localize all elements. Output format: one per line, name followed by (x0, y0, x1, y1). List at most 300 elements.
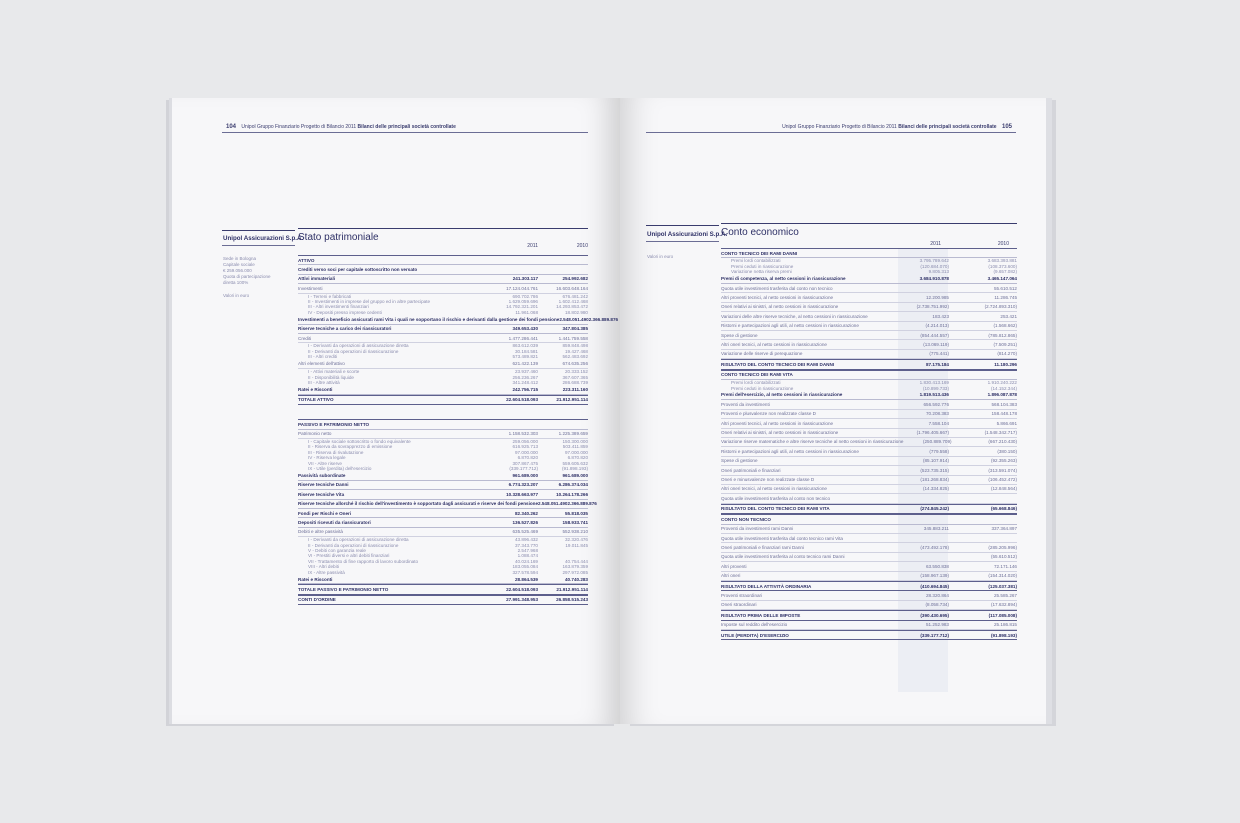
group-name: Unipol Gruppo Finanziario (241, 124, 300, 130)
value-2010: (9.657.082) (993, 269, 1017, 275)
row-label: III - Riserva di rivalutazione (308, 449, 364, 455)
value-2011: 6.870.820 (517, 455, 538, 461)
row-label: VII - Altre riserve (308, 460, 342, 466)
right-page (620, 98, 1046, 724)
value-2010: 97.000.000 (565, 449, 588, 455)
value-2010: (814.270) (997, 351, 1017, 357)
value-2011: 87.175.184 (926, 361, 949, 367)
row-label: Ristorni e partecipazioni agli utili, al netto cessioni in riassicurazione (721, 323, 859, 329)
value-2011: 345.883.211 (923, 526, 949, 532)
value-2010: 150.300.000 (562, 438, 588, 444)
value-2011: (410.694.845) (920, 583, 949, 589)
value-2011: (13.069.119) (923, 341, 949, 347)
value-2011: 341.248.412 (512, 379, 538, 385)
company-name: Unipol Assicurazioni S.p.A. (647, 231, 728, 238)
row-label: Variazione delle riserve di perequazione (721, 351, 803, 357)
table-row (721, 447, 1017, 456)
table-row (298, 380, 588, 385)
row-label: Oneri patrimoniali e finanziari (721, 467, 781, 473)
row-label: Spese di gestione (721, 458, 758, 464)
row-label: Oneri e minusvalenze non realizzate classe D (721, 477, 815, 483)
row-label: Imposte sul reddito dell'esercizio (721, 622, 788, 628)
table-row (298, 430, 588, 439)
left-page-header (222, 124, 456, 130)
left-page (172, 98, 620, 724)
row-label: Altri proventi tecnici, al netto cessioni in riassicurazione (721, 294, 834, 300)
table-row (298, 570, 588, 575)
table-row (298, 275, 588, 284)
value-2011: 2.548.051.490 (559, 316, 589, 322)
table-row (721, 391, 1017, 400)
value-2011: (775.441) (929, 351, 949, 357)
row-label: Variazione riserve matematiche e altre riserve tecniche al netto cessioni in riassicurazione (721, 439, 904, 445)
row-label: Quota utile investimenti trasferita dal conto non tecnico (721, 285, 833, 291)
table-row (298, 265, 588, 274)
value-2011: 1.830.413.169 (919, 380, 949, 386)
value-2010: 1.910.240.222 (987, 380, 1017, 386)
value-2011: (779.558) (929, 448, 949, 454)
value-2011: 635.525.469 (512, 529, 538, 535)
section-name: Bilanci delle principali società controllate (357, 124, 456, 130)
table-row (721, 350, 1017, 359)
value-2010: 40.740.283 (565, 576, 588, 582)
table-row (721, 293, 1017, 302)
row-label: UTILE (PERDITA) D'ESERCIZIO (721, 632, 789, 638)
value-2011: 30.184.581 (515, 348, 538, 354)
value-2010: 1.225.389.659 (558, 431, 588, 437)
row-label: Ristorni e partecipazioni agli utili, al netto cessioni in riassicurazione (721, 448, 859, 454)
row-label: Proventi da investimenti (721, 401, 770, 407)
value-2010: 40.754.444 (565, 558, 588, 564)
row-label: Quota utile investimenti trasferita al conto non tecnico (721, 495, 831, 501)
value-2010: 859.848.498 (562, 343, 588, 349)
row-label: Premi di competenza, al netto cessioni in riassicurazione (721, 276, 846, 282)
value-2011: 27.991.348.953 (506, 597, 538, 603)
value-2010: 25.585.267 (994, 592, 1017, 598)
table-row (298, 395, 588, 405)
value-2010: 6.870.820 (567, 455, 588, 461)
title-rule (298, 228, 588, 229)
row-label: Oneri patrimoniali e finanziari rami Danni (721, 544, 804, 550)
table-row (298, 509, 588, 518)
row-label: III - Altri investimenti finanziari (308, 304, 369, 310)
value-2010: (92.355.263) (990, 458, 1017, 464)
value-2011: 656.592.776 (923, 401, 949, 407)
row-label: II - Disponibilità liquide (308, 374, 354, 380)
table-row (721, 476, 1017, 485)
col-2011: 2011 (527, 243, 538, 249)
income-statement-table (721, 248, 1017, 640)
table-row (721, 275, 1017, 284)
value-2010: 158.933.741 (562, 519, 588, 525)
project-name: Progetto di Bilancio 2011 (300, 124, 357, 130)
value-2010: 19.011.845 (565, 542, 588, 548)
row-label: Proventi e plusvalenze non realizzate classe D (721, 411, 816, 417)
table-row (721, 504, 1017, 514)
value-2011: 961.689.000 (512, 472, 538, 478)
value-2011: 40.024.169 (515, 558, 538, 564)
row-label: RISULTATO DEL CONTO TECNICO DEI RAMI VITA (721, 506, 830, 512)
value-2010: 286.688.739 (562, 379, 588, 385)
table-row (298, 466, 588, 471)
project-name: Progetto di Bilancio 2011 (841, 124, 897, 130)
value-2010: 367.607.365 (562, 374, 588, 380)
row-label: IV - Riserva legale (308, 455, 346, 461)
table-row (721, 601, 1017, 610)
value-2011: (158.967.139) (920, 573, 949, 579)
table-row (721, 543, 1017, 552)
value-2011: (4.214.013) (925, 323, 949, 329)
value-2010: 674.635.256 (562, 361, 588, 367)
row-label: Crediti verso soci per capitale sottoscritto non versato (298, 266, 418, 272)
row-label: I - Derivanti da operazioni di assicurazione diretta (308, 537, 409, 543)
value-2011: 573.489.821 (512, 354, 538, 360)
value-2011: (390.430.695) (920, 612, 949, 618)
value-2011: 2.548.051.490 (538, 501, 568, 507)
value-2010: 3.465.147.064 (987, 276, 1017, 282)
row-label: Altri proventi (721, 563, 747, 569)
row-label: ATTIVO (298, 257, 315, 263)
table-row (298, 500, 597, 509)
value-2010: 254.992.682 (562, 276, 588, 282)
table-row (721, 359, 1017, 369)
value-2011: 2.547.968 (517, 548, 538, 554)
table-row (721, 485, 1017, 494)
row-label: Premi lordi contabilizzati (731, 258, 781, 264)
value-2011: 23.937.460 (515, 369, 538, 375)
units-note: Valori in euro (647, 254, 674, 259)
value-2010: 503.411.859 (562, 444, 588, 450)
value-2010: 72.171.146 (994, 563, 1017, 569)
row-label: TOTALE PASSIVO E PATRIMONIO NETTO (298, 586, 389, 592)
table-row (721, 340, 1017, 349)
value-2010: 961.689.000 (562, 472, 588, 478)
value-2010: 347.804.385 (562, 326, 588, 332)
value-2010: (785.812.865) (988, 332, 1017, 338)
row-label: Attivi immateriali (298, 276, 336, 282)
table-row (298, 518, 588, 527)
company-rule (646, 225, 719, 226)
table-row (298, 360, 588, 369)
value-2011: 82.340.262 (515, 510, 538, 516)
value-2010: 676.481.242 (562, 293, 588, 299)
value-2010: (12.848.564) (990, 486, 1017, 492)
table-row (721, 269, 1017, 274)
table-row (298, 490, 588, 499)
table-row (721, 581, 1017, 591)
table-row (721, 386, 1017, 391)
value-2011: 12.200.985 (926, 294, 949, 300)
table-row (721, 331, 1017, 340)
balance-sheet-table (298, 255, 619, 605)
row-label: Riserve tecniche a carico dei riassicuratori (298, 326, 392, 332)
row-label: Fondi per Rischi e Oneri (298, 510, 352, 516)
company-rule (222, 230, 295, 231)
table-row (721, 466, 1017, 475)
value-2011: 1.819.513.436 (919, 392, 949, 398)
row-label: Riserve tecniche Danni (298, 482, 349, 488)
page-number: 105 (1001, 124, 1012, 130)
title-rule (721, 223, 1017, 224)
row-label: I - Capitale sociale sottoscritto o fondo equivalente (308, 438, 411, 444)
value-2010: (667.210.430) (988, 439, 1017, 445)
right-page-header (782, 124, 1016, 130)
value-2010: 21.912.951.114 (556, 586, 588, 592)
table-row (721, 370, 1017, 380)
table-row (298, 255, 588, 265)
section-name: Bilanci delle principali società controllate (898, 124, 997, 130)
table-row (721, 284, 1017, 293)
table-row (721, 312, 1017, 321)
value-2010: 16.603.648.164 (556, 285, 588, 291)
table-row (721, 591, 1017, 600)
row-label: Proventi straordinari (721, 592, 763, 598)
value-2011: (120.684.070) (920, 263, 949, 269)
row-label: Riserve tecniche Vita (298, 491, 345, 497)
value-2011: 1.629.059.696 (508, 299, 538, 305)
value-2011: 307.867.475 (512, 460, 538, 466)
table-row (298, 385, 588, 394)
row-label: I - Derivanti da operazioni di assicurazione diretta (308, 343, 409, 349)
value-2011: 22.604.518.093 (506, 397, 538, 403)
value-2011: 183.423 (932, 313, 949, 319)
table-row (298, 584, 588, 594)
value-2010: 1.896.087.878 (987, 392, 1017, 398)
table-row (721, 457, 1017, 466)
value-2011: 3.684.910.878 (919, 276, 949, 282)
row-label: VII - Trattamento di fine rapporto di lavoro subordinato (308, 558, 419, 564)
row-label: IX - Utile (perdita) dell'esercizio (308, 465, 372, 471)
table-row (721, 322, 1017, 331)
value-2011: 17.124.044.761 (506, 285, 538, 291)
value-2011: 3.795.789.642 (919, 258, 949, 264)
value-2011: 22.604.518.093 (506, 586, 538, 592)
table-row (721, 494, 1017, 503)
col-2010: 2010 (997, 241, 1009, 247)
value-2011: (473.492.178) (920, 544, 949, 550)
company-name: Unipol Assicurazioni S.p.A. (223, 235, 304, 242)
value-2010: 6.286.374.034 (558, 482, 588, 488)
row-label: CONTO TECNICO DEI RAMI DANNI (721, 250, 798, 256)
table-row (721, 562, 1017, 571)
row-label: Investimenti a beneficio assicurati rami Vita i quali ne sopportano il rischio e derivanti dalla gestione dei fondi pensione (298, 316, 560, 322)
value-2010: 21.912.951.114 (556, 397, 588, 403)
row-label: II - Derivanti da operazioni di riassicurazione (308, 348, 399, 354)
table-row (298, 528, 588, 537)
group-name: Unipol Gruppo Finanziario (782, 124, 841, 130)
company-info: Sede in Bologna Capitale sociale € 259.056.000 Quota di partecipazione diretta 100% (223, 256, 271, 285)
value-2011: (250.889.709) (922, 439, 952, 445)
value-2010: 337.364.897 (991, 526, 1017, 532)
row-label: RISULTATO DELLA ATTIVITÀ ORDINARIA (721, 583, 812, 589)
row-label: Crediti (298, 335, 312, 341)
value-2011: 1.158.532.303 (508, 431, 538, 437)
value-2010: (117.085.008) (988, 612, 1017, 618)
page-number: 104 (226, 124, 237, 130)
value-2010: (65.668.846) (990, 506, 1017, 512)
value-2011: 1.088.474 (517, 553, 538, 559)
value-2010: 5.866.691 (996, 420, 1017, 426)
value-2010: 3.683.393.881 (987, 258, 1017, 264)
value-2010: 2.366.889.876 (588, 316, 619, 322)
row-label: Depositi ricevuti da riassicuratori (298, 519, 371, 525)
table-row (298, 471, 588, 480)
table-row (721, 303, 1017, 312)
value-2011: (339.177.712) (509, 465, 538, 471)
value-2010: (380.150) (997, 448, 1017, 454)
value-2011: (181.268.834) (920, 477, 949, 483)
value-2010: 25.186.815 (994, 622, 1017, 628)
units-note: Valori in euro (223, 293, 250, 298)
value-2011: 349.653.430 (512, 326, 538, 332)
row-label: Spese di gestione (721, 332, 758, 338)
value-2010: 32.320.476 (565, 537, 588, 543)
value-2010: 1.602.412.468 (558, 299, 588, 305)
table-row (721, 630, 1017, 640)
row-label: Altri oneri (721, 573, 741, 579)
row-label: I - Terreni e fabbricati (308, 293, 352, 299)
row-label: Oneri relativi ai sinistri, al netto cessioni in riassicurazione (721, 304, 839, 310)
value-2010: (1.568.662) (993, 323, 1017, 329)
row-label: III - Altre attività (308, 379, 340, 385)
value-2010: 568.104.383 (991, 401, 1017, 407)
value-2010: 223.311.160 (562, 386, 588, 392)
row-label: II - Investimenti in imprese del gruppo ed in altre partecipate (308, 299, 431, 305)
value-2011: 616.925.713 (512, 444, 538, 450)
row-label: III - Altri crediti (308, 354, 338, 360)
table-row (298, 315, 619, 324)
value-2010: 55.818.035 (565, 510, 588, 516)
row-label: Ratei e Risconti (298, 576, 333, 582)
value-2010: 559.605.632 (562, 460, 588, 466)
value-2010: 297.972.085 (562, 569, 588, 575)
table-spacer (298, 405, 588, 419)
value-2011: (339.177.712) (920, 632, 949, 638)
row-label: Quota utile investimenti trasferita dal conto tecnico rami Vita (721, 535, 843, 541)
value-2011: 28.864.539 (515, 576, 538, 582)
value-2011: (2.738.751.992) (916, 304, 949, 310)
table-row (721, 514, 1017, 524)
table-row (298, 575, 588, 584)
row-label: Oneri relativi ai sinistri, al netto cessioni in riassicurazione (721, 430, 839, 436)
value-2011: 6.774.323.207 (508, 482, 538, 488)
value-2011: 70.208.383 (926, 411, 949, 417)
row-label: CONTO NON TECNICO (721, 516, 771, 522)
value-2010: (125.037.381) (988, 583, 1017, 589)
row-label: IV - Depositi presso imprese cedenti (308, 309, 382, 315)
row-label: Debiti e altre passività (298, 529, 343, 535)
table-row (298, 310, 588, 315)
value-2010: (285.205.996) (988, 544, 1017, 550)
row-label: Premi lordi contabilizzati (731, 380, 781, 386)
value-2010: (154.314.020) (988, 573, 1017, 579)
value-2011: 621.422.139 (512, 361, 538, 367)
value-2011: 14.792.321.201 (506, 304, 538, 310)
value-2011: 11.961.068 (515, 309, 538, 315)
row-label: RISULTATO PRIMA DELLE IMPOSTE (721, 612, 801, 618)
row-label: Investimenti (298, 285, 323, 291)
row-label: Altri proventi tecnici, al netto cessioni in riassicurazione (721, 420, 834, 426)
value-2010: 11.286.745 (994, 294, 1017, 300)
value-2011: 327.578.594 (512, 569, 538, 575)
row-label: Proventi da investimenti rami Danni (721, 526, 794, 532)
row-label: II - Riserva da sovrapprezzo di emissione (308, 444, 393, 450)
company-underline (646, 241, 719, 242)
col-2010: 2010 (576, 243, 588, 249)
value-2010: 552.938.210 (562, 529, 588, 535)
value-2011: 28.320.864 (926, 592, 949, 598)
value-2010: 562.483.692 (562, 354, 588, 360)
row-label: Variazioni delle altre riserve tecniche, al netto cessioni in riassicurazione (721, 313, 868, 319)
table-row (721, 572, 1017, 581)
value-2011: 51.252.983 (926, 622, 949, 628)
value-2011: 242.756.715 (512, 386, 538, 392)
header-rule (646, 132, 1016, 133)
value-2010: 20.333.152 (565, 369, 588, 375)
row-label: TOTALE ATTIVO (298, 397, 334, 403)
table-row (721, 525, 1017, 534)
row-label: Oneri straordinari (721, 602, 757, 608)
value-2010: 10.264.178.266 (556, 491, 588, 497)
value-2011: (274.845.242) (920, 506, 949, 512)
value-2011: 10.328.663.977 (506, 491, 538, 497)
value-2011: (10.899.733) (922, 385, 949, 391)
statement-title: Stato patrimoniale (298, 232, 379, 243)
row-label: Passività subordinate (298, 472, 346, 478)
value-2011: (85.107.914) (922, 458, 949, 464)
table-row (721, 610, 1017, 620)
open-book (172, 98, 1060, 730)
row-label: I - Attivi materiali e scorte (308, 369, 360, 375)
row-label: Quota utile investimenti trasferita al conto tecnico rami Danni (721, 554, 845, 560)
table-row (721, 429, 1017, 438)
table-row (721, 534, 1017, 543)
value-2010: (108.373.600) (988, 263, 1017, 269)
row-label: Variazione netta riserva premi (731, 269, 792, 275)
value-2010: (91.898.193) (561, 465, 588, 471)
company-underline (222, 245, 295, 246)
value-2010: 14.293.853.472 (556, 304, 588, 310)
col-2011: 2011 (930, 241, 941, 247)
row-label: Altri oneri tecnici, al netto cessioni in riassicurazione (721, 341, 827, 347)
value-2010: (7.509.251) (993, 341, 1017, 347)
row-label: IX - Altre passività (308, 569, 345, 575)
row-label: PASSIVO E PATRIMONIO NETTO (298, 421, 370, 427)
value-2011: (8.058.734) (925, 602, 949, 608)
row-label: CONTI D'ORDINE (298, 597, 336, 603)
row-label: Premi ceduti in riassicurazione (731, 385, 794, 391)
value-2010: 158.448.178 (991, 411, 1017, 417)
table-row (721, 248, 1017, 258)
table-row (298, 481, 588, 490)
value-2011: 37.343.770 (515, 542, 538, 548)
table-row (721, 621, 1017, 630)
table-row (298, 354, 588, 359)
value-2011: 863.612.039 (512, 343, 538, 349)
table-row (298, 284, 588, 293)
value-2010: 1.441.759.558 (558, 335, 588, 341)
value-2010: (14.152.344) (990, 385, 1017, 391)
row-label: VI - Prestiti diversi e altri debiti finanziari (308, 553, 390, 559)
value-2011: 9.805.313 (928, 269, 949, 275)
header-rule (222, 132, 588, 133)
value-2011: (1.796.405.667) (916, 430, 949, 436)
value-2011: 1.477.286.441 (508, 335, 538, 341)
table-row (721, 410, 1017, 419)
row-label: Premi ceduti in riassicurazione (731, 263, 794, 269)
value-2010: 2.366.889.876 (567, 501, 597, 507)
table-row (298, 419, 588, 429)
